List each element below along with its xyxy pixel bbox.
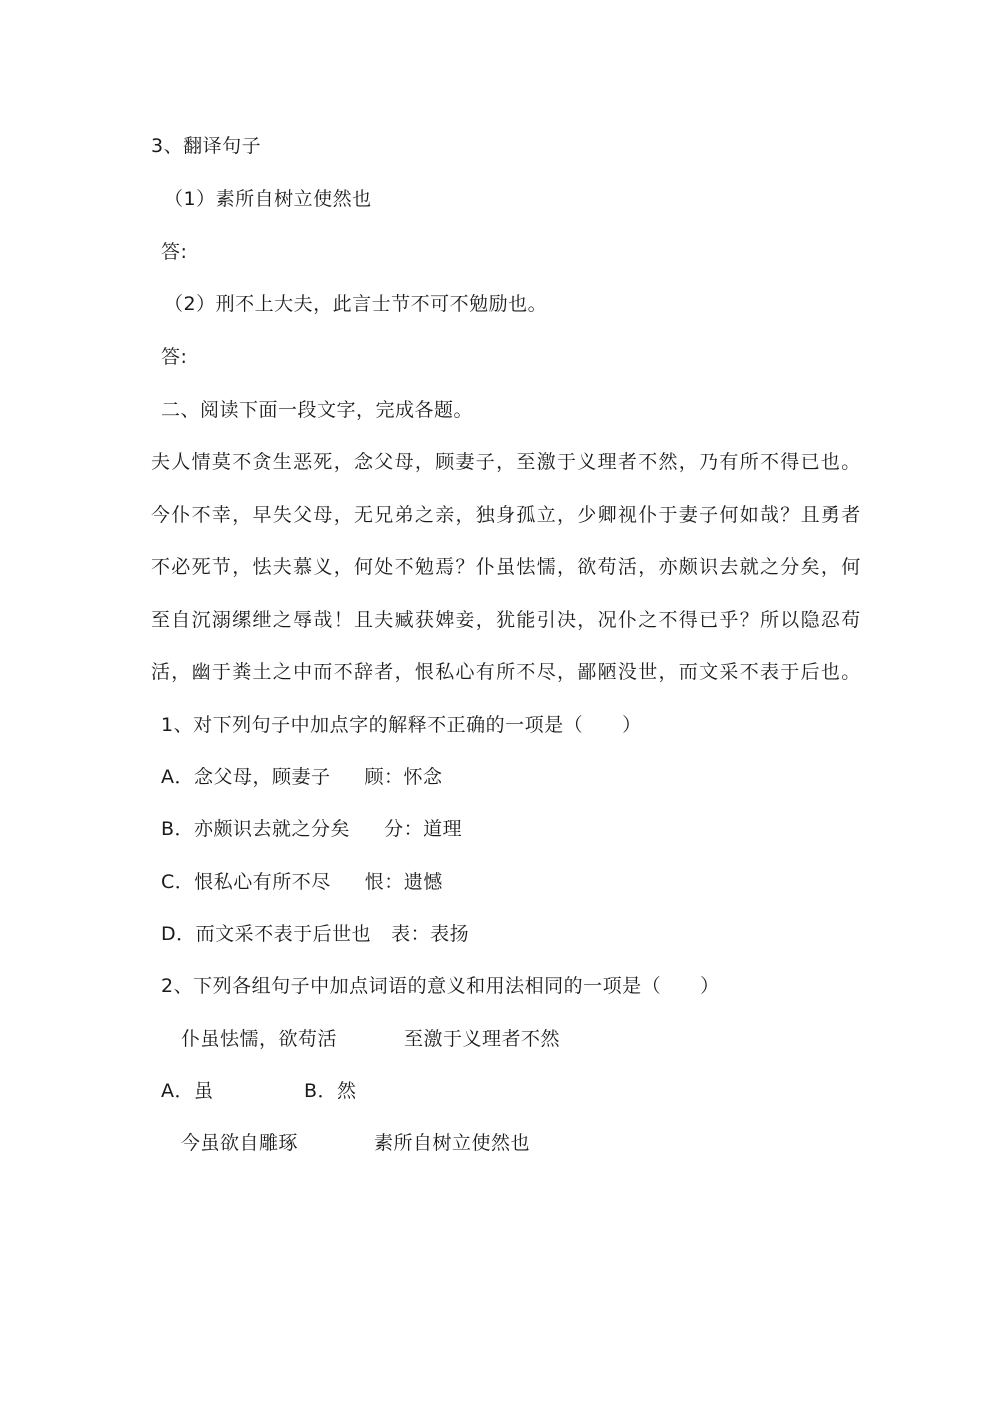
option-gloss: 表：表扬 [391,923,470,945]
option-gloss: 恨：遗憾 [364,871,443,893]
passage-line: 活，幽于粪土之中而不辞者，恨私心有所不尽，鄙陋没世，而文采不表于后也。 [151,661,862,683]
option-gloss: 分：道理 [384,818,463,840]
option-sentence: 亦颇识去就之分矣 [194,818,351,840]
question-1-stem: 1、对下列句子中加点字的解释不正确的一项是（ ） [161,714,642,736]
passage-line: 不必死节，怯夫慕义，何处不勉焉？仆虽怯懦，欲苟活，亦颇识去就之分矣，何 [151,556,862,578]
question-1-option-c [161,870,443,894]
translate-item-1-answer-label: 答: [161,241,188,263]
question-1-option-a [161,765,443,789]
option-word: 虽 [194,1080,214,1102]
question-1-option-d [161,922,469,946]
translate-item-2-prompt: （2）刑不上大夫，此言士节不可不勉励也。 [164,293,548,315]
part2-heading: 二、阅读下面一段文字，完成各题。 [161,399,474,421]
option-gloss: 顾：怀念 [364,766,443,788]
question-1-option-b [161,817,462,841]
question-2-row2-left: 今虽欲自雕琢 [181,1132,299,1154]
section-title-translate: 3、翻译句子 [151,135,262,157]
option-sentence: 恨私心有所不尽 [194,871,331,893]
option-letter: A． [161,1080,194,1102]
translate-item-1-prompt: （1）素所自树立使然也 [164,188,372,210]
question-2-row2-right: 素所自树立使然也 [374,1132,531,1154]
option-letter: A． [161,766,194,788]
option-sentence: 而文采不表于后世也 [195,923,372,945]
option-letter: B． [161,818,195,840]
option-sentence: 念父母，顾妻子 [194,766,331,788]
passage-line: 至自沉溺缧绁之辱哉！且夫臧获婢妾，犹能引决，况仆之不得已乎？所以隐忍苟 [151,609,862,631]
option-letter: B． [304,1080,338,1102]
question-2-option-b [304,1079,357,1103]
question-2-row1-right: 至激于义理者不然 [404,1028,561,1050]
option-letter: C． [161,871,195,893]
question-2-option-a [161,1079,214,1103]
question-2-stem: 2、下列各组句子中加点词语的意义和用法相同的一项是（ ） [161,975,720,997]
translate-item-2-answer-label: 答: [161,346,188,368]
option-letter: D． [161,923,196,945]
option-word: 然 [337,1080,357,1102]
question-2-row1-left: 仆虽怯懦，欲苟活 [181,1028,338,1050]
passage-line: 今仆不幸，早失父母，无兄弟之亲，独身孤立，少卿视仆于妻子何如哉？且勇者 [151,504,862,526]
passage-line: 夫人情莫不贪生恶死，念父母，顾妻子，至激于义理者不然，乃有所不得已也。 [151,451,862,473]
